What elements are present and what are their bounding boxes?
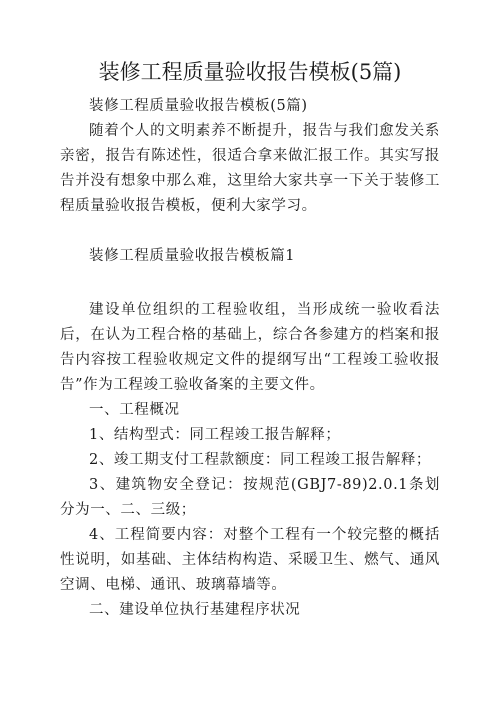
paragraph: 1、结构型式：同工程竣工报告解释； [89, 427, 341, 443]
paragraph: 建设单位组织的工程验收组，当形成统一验收看法后，在认为工程合格的基础上，综合各参建方的档案和报告内容按工程验收规定文件的提纲写出“工程竣工验收报告”作为工程竣工验收备案的主要文件。 [60, 302, 440, 393]
document-title: 装修工程质量验收报告模板(5篇) [98, 60, 402, 84]
intro-paragraph: 随着个人的文明素养不断提升，报告与我们愈发关系亲密，报告有陈述性，很适合拿来做汇报工作。其实写报告并没有想象中那么难，这里给大家共享一下关于装修工程质量验收报告模板，便利大家学习。 [60, 123, 440, 214]
paragraph: 二、建设单位执行基建程序状况 [89, 602, 301, 618]
paragraph: 2、竣工期支付工程款额度：同工程竣工报告解释； [89, 452, 432, 468]
paragraph: 3、建筑物安全登记：按规范(GBJ7-89)2.0.1条划分为一、二、三级； [60, 477, 440, 518]
document-body [60, 94, 440, 623]
section-heading: 装修工程质量验收报告模板篇1 [89, 248, 296, 264]
paragraph: 4、工程简要内容：对整个工程有一个较完整的概括性说明，如基础、主体结构构造、采暖卫生、燃气、通风空调、电梯、通讯、玻璃幕墙等。 [60, 527, 440, 593]
paragraph: 一、工程概况 [89, 402, 180, 418]
document-subtitle: 装修工程质量验收报告模板(5篇) [89, 98, 308, 114]
